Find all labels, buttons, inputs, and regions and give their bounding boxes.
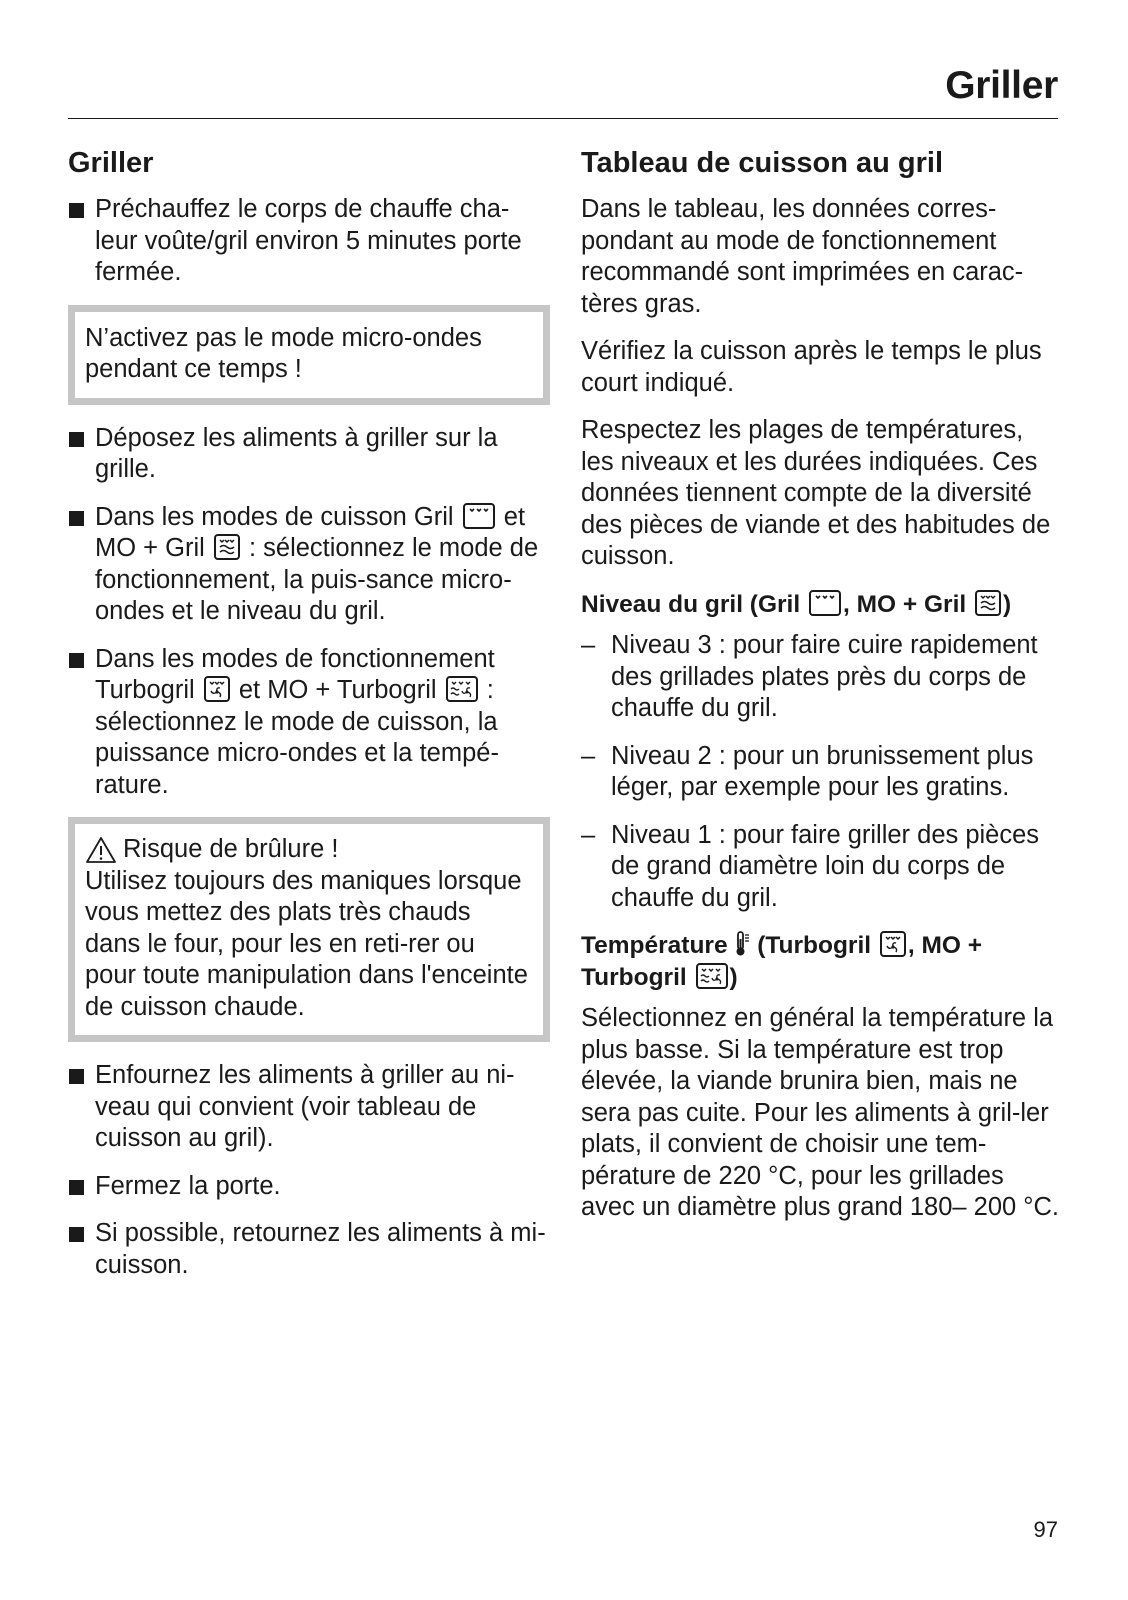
- bullet-square-icon: [69, 203, 84, 218]
- microwave-turbogrill-icon: [446, 676, 478, 702]
- step-text-b: et MO + Gril: [95, 502, 526, 562]
- level-item: [581, 741, 1059, 804]
- level-item: [581, 630, 1059, 725]
- subheading-text-c: ): [1003, 590, 1012, 618]
- page-number: 97: [1033, 1517, 1058, 1542]
- step-text-c: : sélectionnez le mode de fonctionnement, la puis-sance micro-ondes et le niveau du gril.: [95, 534, 539, 625]
- microwave-grill-icon: [214, 534, 240, 560]
- bullet-square-icon: [69, 1227, 84, 1242]
- bullet-square-icon: [69, 1069, 84, 1084]
- bullet-square-icon: [69, 1180, 84, 1195]
- section-heading-griller: Griller: [68, 147, 154, 179]
- warning-text: Utilisez toujours des maniques lorsque vous mettez des plats très chauds dans le four, pour les en reti-rer ou pour toute manipulation dans l'enceinte de cuisson chaude.: [85, 866, 528, 1021]
- step-text: Enfournez les aliments à griller au ni-veau qui convient (voir tableau de cuisson au gril).: [95, 1061, 515, 1152]
- level-item: [581, 820, 1059, 915]
- turbogrill-icon: [880, 931, 906, 957]
- thermometer-icon: [734, 931, 750, 957]
- header-divider: [68, 118, 1058, 119]
- step-text-b: et MO + Turbogril: [238, 676, 437, 704]
- paragraph-table-info: Dans le tableau, les données corres-pondant au mode de fonctionnement recommandé sont imprimées en carac-tères gras.: [581, 195, 1024, 318]
- step-close-door: [68, 1171, 550, 1203]
- step-place-food: [68, 423, 550, 486]
- note-box: [68, 305, 550, 405]
- bullet-square-icon: [69, 432, 84, 447]
- paragraph-check-cooking: Vérifiez la cuisson après le temps le plus court indiqué.: [581, 337, 1042, 397]
- grill-mode-icon: [463, 503, 495, 529]
- page-header-title: Griller: [945, 64, 1058, 107]
- subheading-text-d: Turbogril: [581, 963, 687, 991]
- warning-box: [68, 817, 550, 1042]
- bullet-square-icon: [69, 653, 84, 668]
- section-heading-grill-table: Tableau de cuisson au gril: [581, 147, 944, 179]
- step-text-a: Dans les modes de fonctionnement Turbogril: [95, 644, 495, 704]
- step-grill-modes: [68, 502, 550, 628]
- step-turn-food: [68, 1218, 550, 1281]
- subheading-text-e: ): [729, 963, 738, 991]
- warning-triangle-icon: [85, 836, 117, 864]
- step-text: Déposez les aliments à griller sur la grille.: [95, 423, 498, 483]
- dash-marker: –: [581, 820, 596, 849]
- step-text: Fermez la porte.: [95, 1171, 281, 1200]
- dash-marker: –: [581, 631, 596, 659]
- turbogrill-icon: [204, 676, 230, 702]
- step-text: Préchauffez le corps de chauffe cha-leur voûte/gril environ 5 minutes porte fermée.: [95, 195, 522, 286]
- left-column: [68, 144, 550, 1297]
- subheading-text-b: , MO + Gril: [843, 590, 967, 618]
- grill-mode-icon: [809, 590, 841, 616]
- subheading-text-a: Niveau du gril (Gril: [581, 590, 801, 618]
- subheading-temperature: [581, 930, 1059, 993]
- step-preheat: [68, 194, 550, 289]
- microwave-grill-icon: [975, 590, 1001, 616]
- paragraph-temperature-advice: Sélectionnez en général la température la plus basse. Si la température est trop élevée, la viande brunira bien, mais ne sera pas cuite. Pour les aliments à gril-ler plats, il convient de choisir une tem-pérature de 220 °C, pour les grillades avec un diamètre plus grand 180– 200 °C.: [581, 1004, 1060, 1221]
- paragraph-ranges: Respectez les plages de températures, les niveaux et les durées indiquées. Ces données tiennent compte de la diversité des pièces de viande et des habitudes de cuisson.: [581, 416, 1051, 570]
- subheading-text-b: (Turbogril: [757, 932, 872, 959]
- subheading-text-a: Température: [581, 932, 728, 959]
- step-text: Si possible, retournez les aliments à mi-cuisson.: [95, 1219, 546, 1279]
- step-insert-food: [68, 1060, 550, 1155]
- step-turbogrill-modes: [68, 644, 550, 802]
- microwave-turbogrill-icon: [696, 963, 728, 989]
- note-text: N’activez pas le mode micro-ondes pendant ce temps !: [85, 323, 482, 383]
- step-text-c: : sélectionnez le mode de cuisson, la puissance micro-ondes et la tempé-rature.: [95, 676, 499, 799]
- subheading-text-c: , MO +: [907, 932, 983, 959]
- subheading-grill-level: [581, 589, 1059, 621]
- level-text: Niveau 3 : pour faire cuire rapidement des grillades plates près du corps de chauffe du gril.: [611, 631, 1038, 722]
- warning-title: Risque de brûlure !: [123, 835, 339, 863]
- step-text-a: Dans les modes de cuisson Gril: [95, 502, 454, 531]
- dash-marker: –: [581, 741, 596, 770]
- level-text: Niveau 2 : pour un brunissement plus léger, par exemple pour les gratins.: [611, 741, 1034, 801]
- bullet-square-icon: [69, 511, 84, 526]
- level-text: Niveau 1 : pour faire griller des pièces de grand diamètre loin du corps de chauffe du gril.: [611, 820, 1040, 912]
- right-column: [581, 144, 1059, 1240]
